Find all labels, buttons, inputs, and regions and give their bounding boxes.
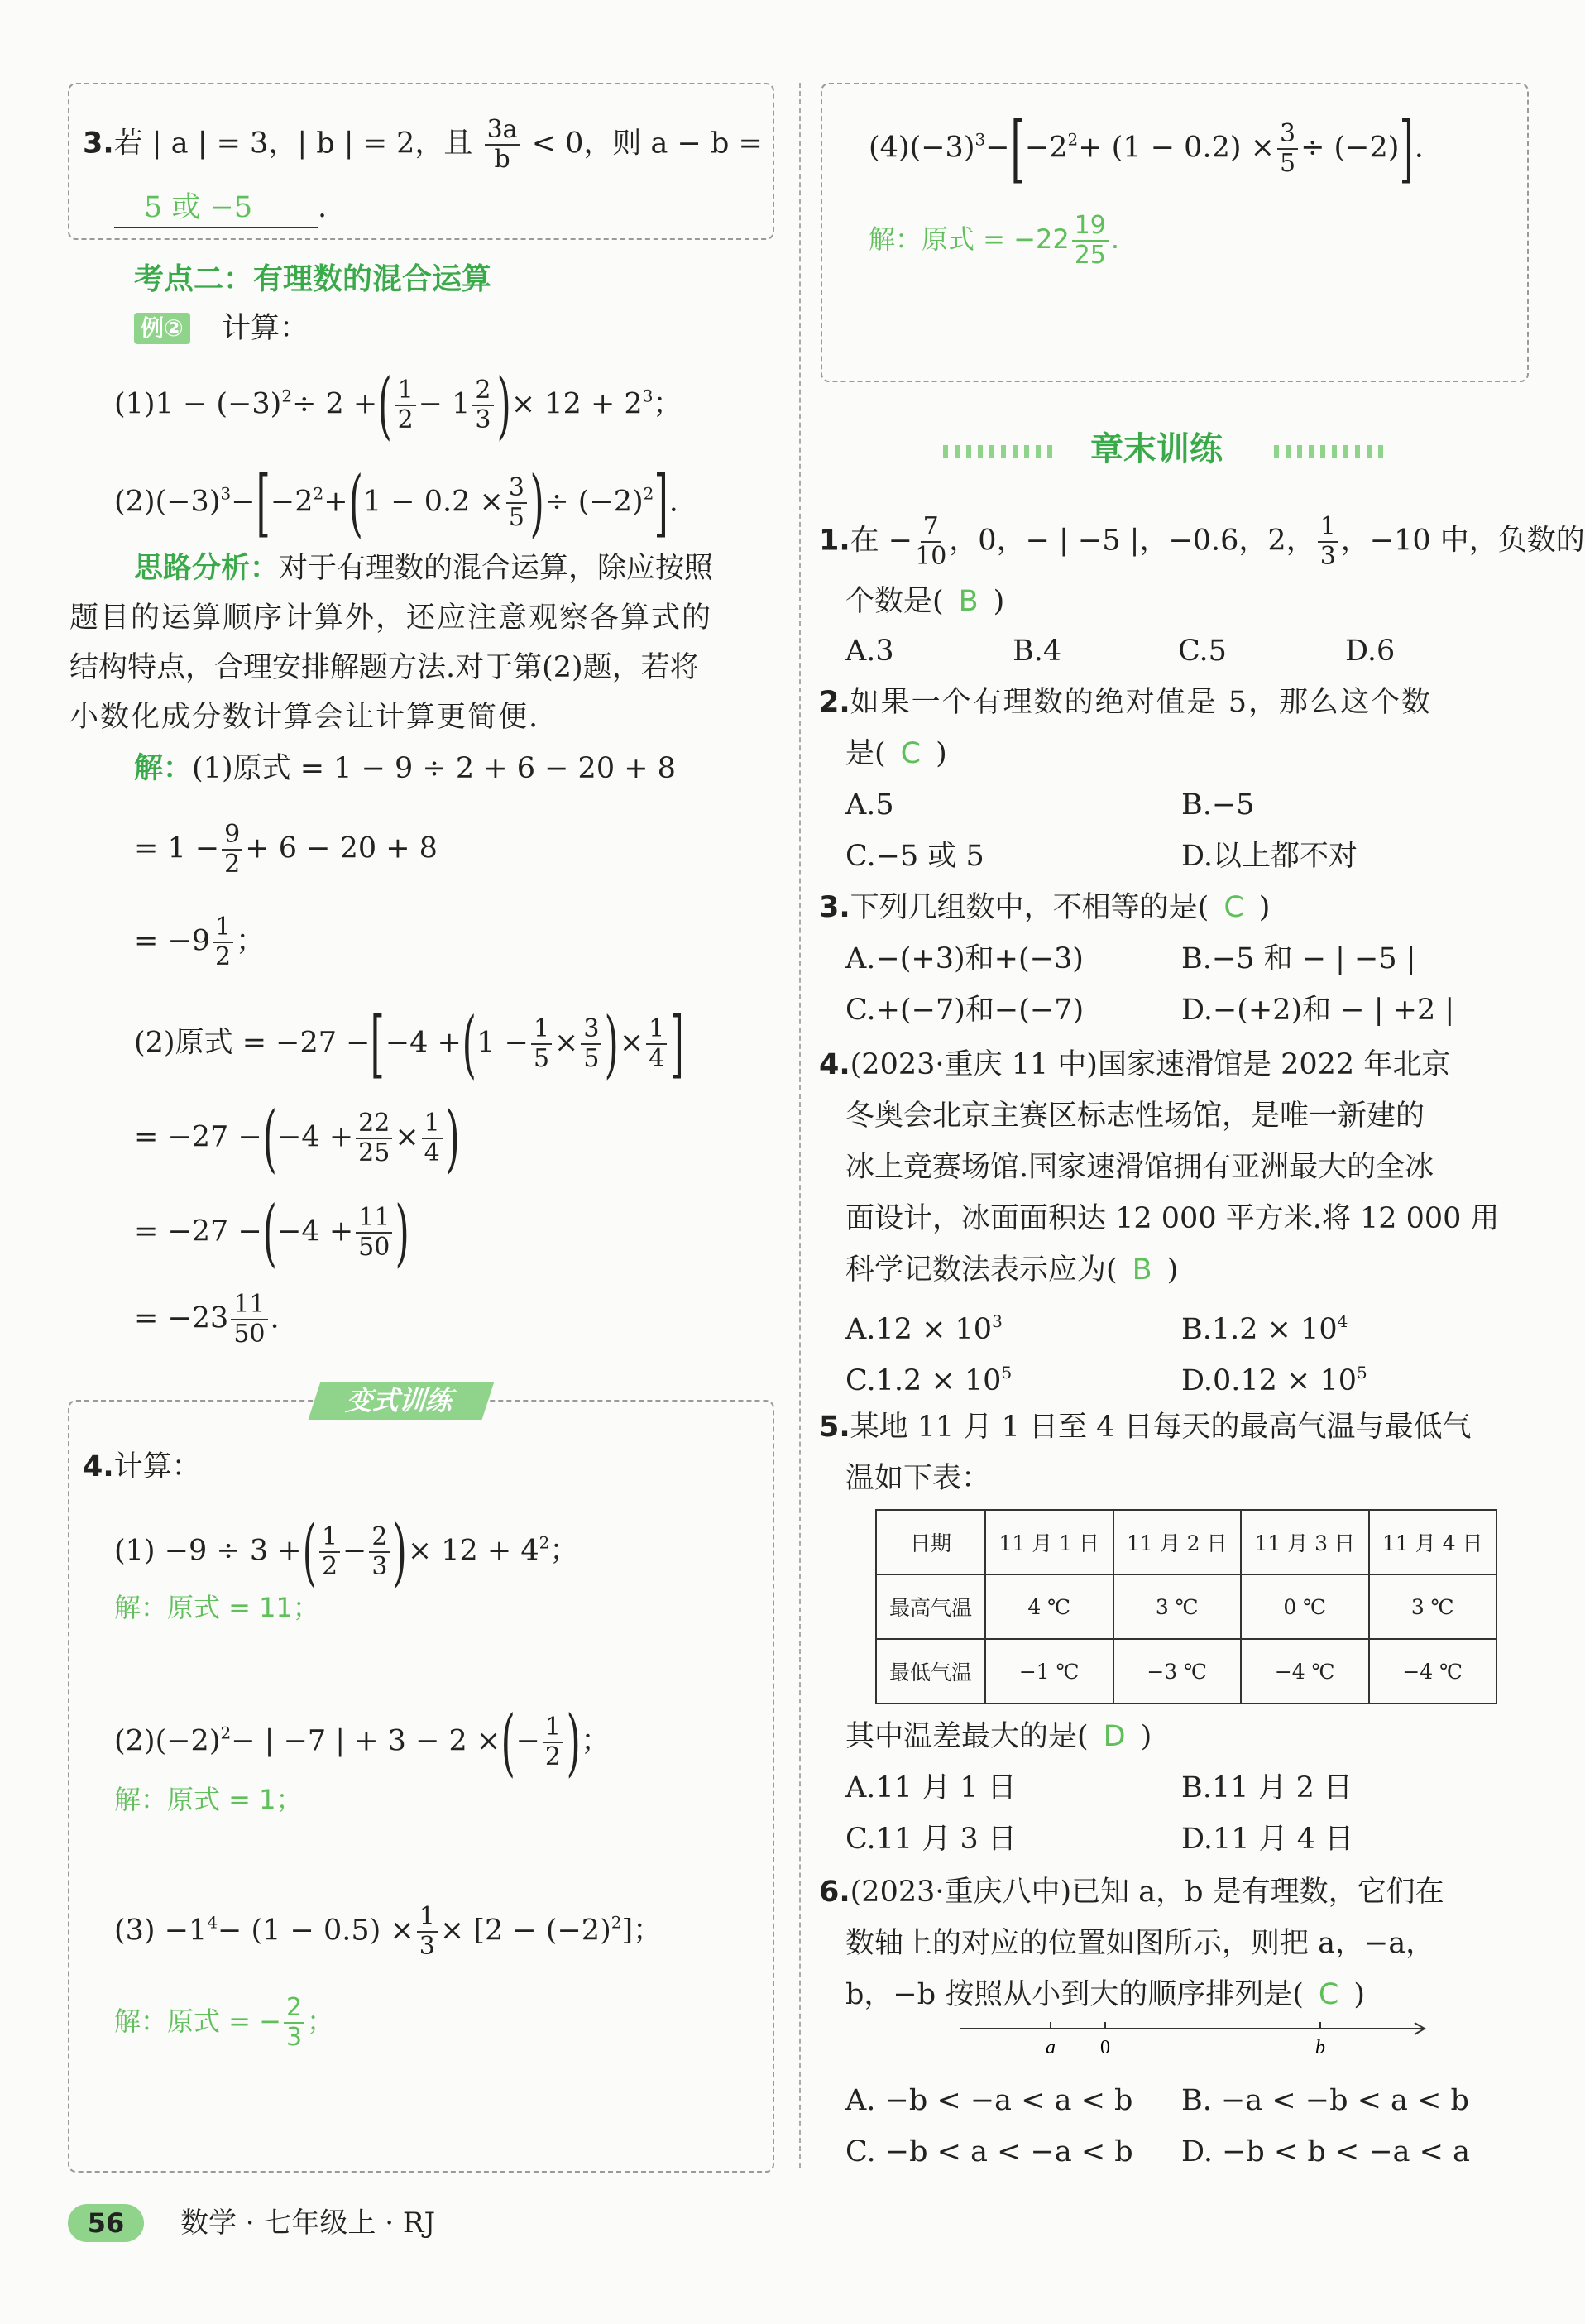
mc4-line1: 4.(2023·重庆 11 中)国家速滑馆是 2022 年北京 [819,1048,1451,1081]
table-row [876,1574,1496,1639]
mc5-line2: 温如下表： [845,1462,991,1495]
mc2-line2: 是( C ) [845,737,947,770]
q3-text: 若 | a | = 3，| b | = 2，且 [113,127,473,161]
example-p1: $(1)1 - (-3)^2\div 2$ +( $\frac{1}{2}$ − 1 $\frac{2}{3}$ )× $12 + 2^3$； [114,362,682,448]
table-cell: 最低气温 [876,1639,985,1703]
mc3-opt-a: A.−(+3)和+(−3) [845,942,1084,975]
chapter-title: 章末训练 [1090,430,1223,468]
solution-l6: = −27 −(−4 + $\frac{11}{50}$ ) [134,1190,410,1275]
mc2-opt-a: A.5 [845,788,894,822]
label-a: a [1046,2037,1056,2058]
mc5-opt-b: B.11 月 2 日 [1181,1771,1353,1804]
table-cell: 11 月 1 日 [985,1510,1113,1574]
solution-l2: = 1 − $\frac{9}{2}$ + 6 − 20 + 8 [134,820,438,879]
temperature-table [875,1509,1497,1704]
q4-4-answer: 解：原式 = −22 $\frac{19}{25}$ . [869,211,1120,270]
analysis-line3: 结构特点，合理安排解题方法.对于第(2)题，若将 [69,651,699,684]
table-cell: 0 ℃ [1241,1574,1369,1639]
table-cell: 4 ℃ [985,1574,1113,1639]
mc6-opt-d: D. −b < b < −a < a [1181,2135,1470,2168]
q4-item3: $(3) -1^4- (1 - 0.5)$ × $\frac{1}{3}$ × $[2 - (-2)^2]$； [114,1902,663,1961]
solution-l3: = −9 $\frac{1}{2}$ ； [134,913,266,971]
mc6-opt-c: C. −b < a < −a < b [845,2135,1133,2168]
mc2-line1: 2.如果一个有理数的绝对值是 5，那么这个数 [819,686,1433,719]
example-badge: 例② [134,313,190,344]
mc3-opt-b: B.−5 和 − | −5 | [1181,942,1416,975]
mc3-line1: 3.下列几组数中，不相等的是( C ) [819,891,1271,924]
table-cell: −4 ℃ [1241,1639,1369,1703]
column-divider [799,83,801,2168]
mc5-opt-d: D.11 月 4 日 [1181,1823,1354,1856]
mc4-opt-b: $B.1.2 \times 10^4$ [1181,1311,1348,1346]
mc6-line3: b，−b 按照从小到大的顺序排列是( C ) [845,1978,1366,2011]
q4-4-expr: $(4)(-3)^3-[-2^2+ (1 - 0.2)$ × $\frac{3}{5}$ ÷ (−2)]. [869,106,1424,191]
mc6-line1: 6.(2023·重庆八中)已知 a，b 是有理数，它们在 [819,1876,1444,1909]
table-cell: 11 月 3 日 [1241,1510,1369,1574]
solution-l1: 解：(1)原式 = 1 − 9 ÷ 2 + 6 − 20 + 8 [134,752,676,785]
table-cell: −4 ℃ [1369,1639,1497,1703]
table-row [876,1510,1496,1574]
chapter-deco-right [1274,445,1390,458]
analysis-line2: 题目的运算顺序计算外，还应注意观察各算式的 [69,601,713,635]
q3-number: 3. [83,127,114,161]
q3-answer: 5 或 −5 [114,189,318,228]
mc4-opt-d: $D.0.12 \times 10^5$ [1181,1363,1367,1397]
mc1-opt-c: C.5 [1178,635,1227,668]
q4-item2: $(2)(-2)^2-$ | −7 | + 3 − 2 ×(− $\frac{1}{2}$ )； [114,1699,611,1785]
mc1-opt-b: B.4 [1013,635,1062,668]
mc4-line3: 冰上竞赛场馆.国家速滑馆拥有亚洲最大的全冰 [845,1151,1434,1184]
analysis-line4: 小数化成分数计算会让计算更简便. [69,701,540,734]
q3-answer-line: 5 或 −5 . [114,189,327,228]
mc5-line3: 其中温差最大的是( D ) [845,1720,1152,1753]
mc4-line2: 冬奥会北京主赛区标志性场馆，是唯一新建的 [845,1100,1425,1133]
mc2-opt-d: D.以上都不对 [1181,840,1358,873]
mc4-line4: 面设计，冰面面积达 12 000 平方米.将 12 000 用 [845,1202,1500,1235]
table-cell: 11 月 4 日 [1369,1510,1497,1574]
solution-l4: (2)原式 = −27 −[−4 +(1 − $\frac{1}{5}$ × $\frac{3}{5}$ )× $\frac{1}{4}$ ] [134,1001,684,1086]
mc1-line2: 个数是( B ) [845,585,1005,618]
solution-l5: = −27 −(−4 + $\frac{22}{25}$ × $\frac{1}{4}$ ) [134,1095,460,1181]
mc1-opt-a: A.3 [845,635,894,668]
table-cell: 3 ℃ [1113,1574,1242,1639]
table-cell: −1 ℃ [985,1639,1113,1703]
mc2-opt-b: B.−5 [1181,788,1255,822]
mc3-opt-d: D.−(+2)和 − | +2 | [1181,994,1455,1027]
section2-title: 考点二：有理数的混合运算 [134,262,492,296]
q4-answer3: 解：原式 = − $\frac{2}{3}$ ； [114,1993,334,2052]
analysis-line1: 思路分析：对于有理数的混合运算，除应按照 [134,552,714,585]
mc1-line1: 1.在 − $\frac{7}{10}$ ，0，− | −5 |，−0.6，2， $\frac{1}{3}$ ，−10 中，负数的 [819,512,1585,571]
q4-answer2: 解：原式 = 1； [114,1784,303,1815]
chapter-deco-left [943,445,1059,458]
table-row [876,1639,1496,1703]
mc5-opt-a: A.11 月 1 日 [845,1771,1017,1804]
mc5-line1: 5.某地 11 月 1 日至 4 日每天的最高气温与最低气 [819,1411,1472,1444]
q3-text2: < 0，则 a − b = [531,127,763,161]
mc4-opt-a: $A.12 \times 10^3$ [845,1311,1003,1346]
page-number: 56 [68,2204,144,2242]
mc4-opt-c: $C.1.2 \times 10^5$ [845,1363,1013,1397]
mc4-line5: 科学记数法表示应为( B ) [845,1253,1179,1287]
q4-answer1: 解：原式 = 11； [114,1592,319,1623]
number-line [951,2012,1431,2070]
example-text: 计算： [222,312,309,345]
table-cell: −3 ℃ [1113,1639,1242,1703]
mc6-opt-a: A. −b < −a < a < b [845,2084,1133,2117]
footer-text: 数学 · 七年级上 · RJ [180,2207,436,2240]
solution-l7: = −23 $\frac{11}{50}$ . [134,1290,280,1349]
label-b: b [1315,2037,1325,2058]
table-cell: 最高气温 [876,1574,985,1639]
q3-line [83,116,763,174]
mc5-opt-c: C.11 月 3 日 [845,1823,1017,1856]
q4-line: 4.计算： [83,1450,201,1483]
table-cell: 11 月 2 日 [1113,1510,1242,1574]
table-cell: 3 ℃ [1369,1574,1497,1639]
label-zero: 0 [1100,2037,1110,2058]
variant-title: 变式训练 [309,1382,495,1420]
table-cell: 日期 [876,1510,985,1574]
mc1-opt-d: D.6 [1345,635,1396,668]
mc2-opt-c: C.−5 或 5 [845,840,984,873]
mc3-opt-c: C.+(−7)和−(−7) [845,994,1085,1027]
mc6-opt-b: B. −a < −b < a < b [1181,2084,1469,2117]
q4-item1: (1) −9 ÷ 3 +( $\frac{1}{2}$ − $\frac{2}{3}$ )× $12 + 4^2$； [114,1509,579,1594]
mc6-line2: 数轴上的对应的位置如图所示，则把 a，−a， [845,1927,1435,1960]
q3-fraction: $\frac{3a}{b}$ [485,116,520,174]
example-p2: $(2)(-3)^3-[-2^2+(1 - 0.2$ × $\frac{3}{5}$ )÷ $(-2)^2$]. [114,460,678,545]
